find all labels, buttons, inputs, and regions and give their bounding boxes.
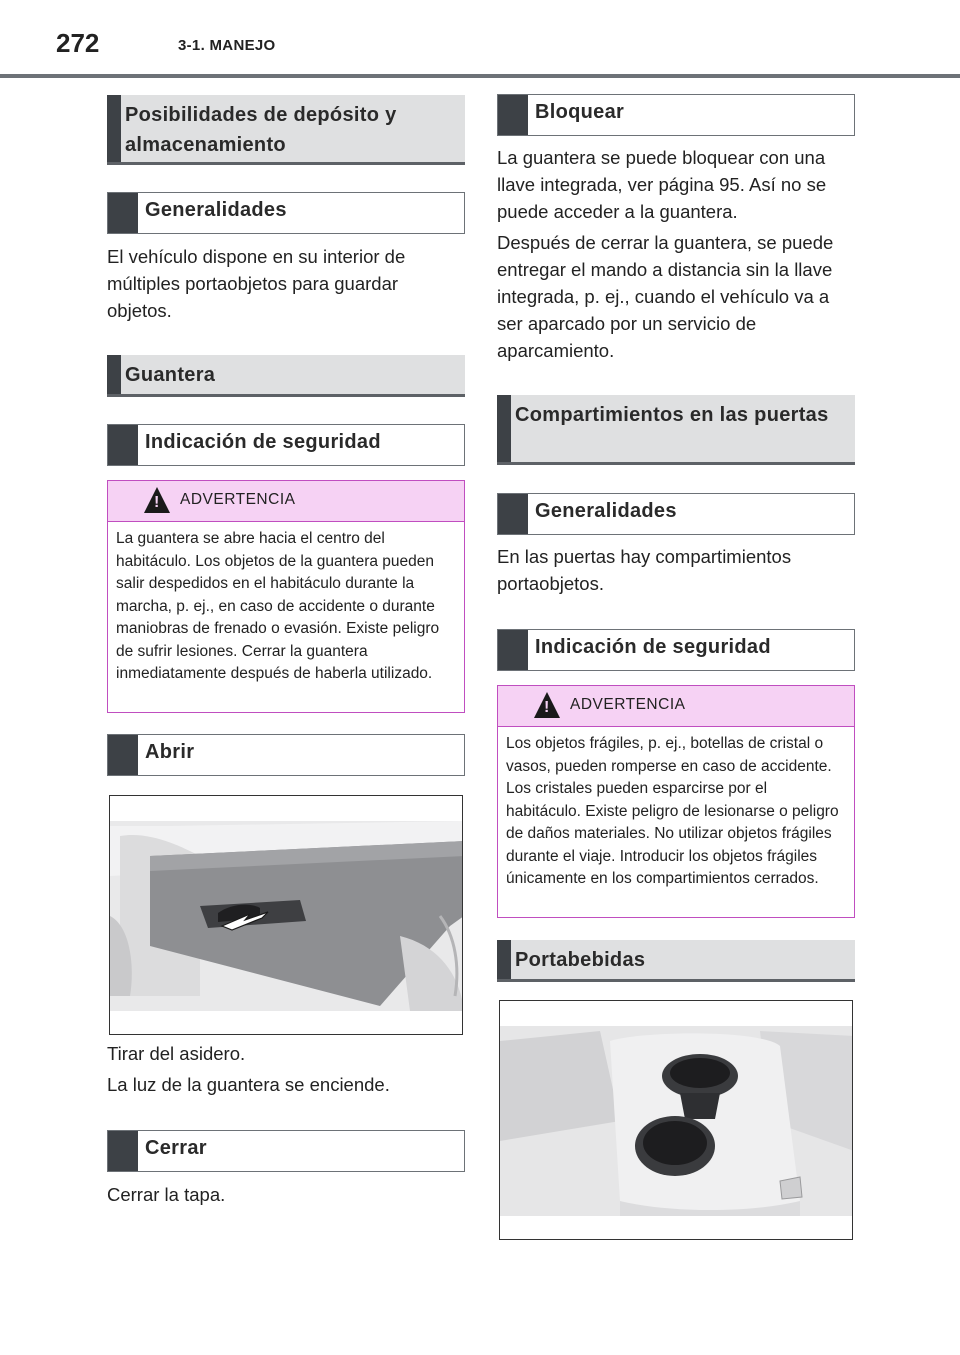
warning-triangle-icon bbox=[534, 692, 560, 718]
subheading-open: Abrir bbox=[107, 734, 465, 776]
warning-box-glovebox bbox=[107, 480, 465, 713]
warning-header bbox=[108, 481, 464, 522]
warning-title: ADVERTENCIA bbox=[570, 696, 686, 713]
warning-header bbox=[498, 686, 854, 727]
subheading-close: Cerrar bbox=[107, 1130, 465, 1172]
section-heading-door-compartments: Compartimientos en las puertas bbox=[497, 395, 855, 465]
subheading-safety: Indicación de seguridad bbox=[107, 424, 465, 466]
subheading-general-doors: Generalidades bbox=[497, 493, 855, 535]
section-heading-cupholder: Portabebidas bbox=[497, 940, 855, 982]
warning-title: ADVERTENCIA bbox=[180, 491, 296, 508]
warning-text: La guantera se abre hacia el centro del habitáculo. Los objetos de la guantera pueden salir despedidos en el habitáculo durante la marcha, p. ej., en caso de accidente o durante maniobras de frenado o evasión. Existe peligro de sufrir lesiones. Cerrar la guantera inmediatamente después de haberla utilizado. bbox=[116, 530, 440, 682]
paragraph-close: Cerrar la tapa. bbox=[107, 1184, 226, 1205]
subheading-safety-doors: Indicación de seguridad bbox=[497, 629, 855, 671]
cupholder-illustration bbox=[499, 1000, 853, 1240]
page-number: 272 bbox=[56, 28, 100, 58]
paragraph-lock-2: Después de cerrar la guantera, se puede entregar el mando a distancia sin la llave integrada, p. ej., cuando el vehículo va a ser aparcado por un servicio de aparcamiento. bbox=[497, 232, 834, 361]
glovebox-illustration bbox=[109, 795, 463, 1035]
paragraph-open-1: Tirar del asidero. bbox=[107, 1043, 246, 1064]
subheading-lock: Bloquear bbox=[497, 94, 855, 136]
section-heading-storage: Posibilidades de depósito y almacenamiento bbox=[107, 95, 465, 165]
paragraph-open-2: La luz de la guantera se enciende. bbox=[107, 1074, 390, 1095]
paragraph-lock-1: La guantera se puede bloquear con una llave integrada, ver página 95. Así no se puede acceder a la guantera. bbox=[497, 147, 827, 222]
section-heading-glovebox: Guantera bbox=[107, 355, 465, 397]
paragraph-general: El vehículo dispone en su interior de múltiples portaobjetos para guardar objetos. bbox=[107, 246, 406, 321]
warning-box-doors bbox=[497, 685, 855, 918]
warning-triangle-icon bbox=[144, 487, 170, 513]
warning-text: Los objetos frágiles, p. ej., botellas de cristal o vasos, pueden romperse en caso de accidente. Los cristales pueden esparcirse por el habitáculo. Existe peligro de lesionarse o peligro de daños materiales. No utilizar objetos frágiles durante el viaje. Introducir los objetos frágiles únicamente en los compartimientos cerrados. bbox=[506, 735, 839, 887]
header-rule bbox=[0, 74, 960, 78]
page-header bbox=[0, 0, 960, 78]
paragraph-general-doors: En las puertas hay compartimientos portaobjetos. bbox=[497, 546, 792, 594]
chapter-title: 3-1. MANEJO bbox=[178, 37, 276, 54]
subheading-general: Generalidades bbox=[107, 192, 465, 234]
